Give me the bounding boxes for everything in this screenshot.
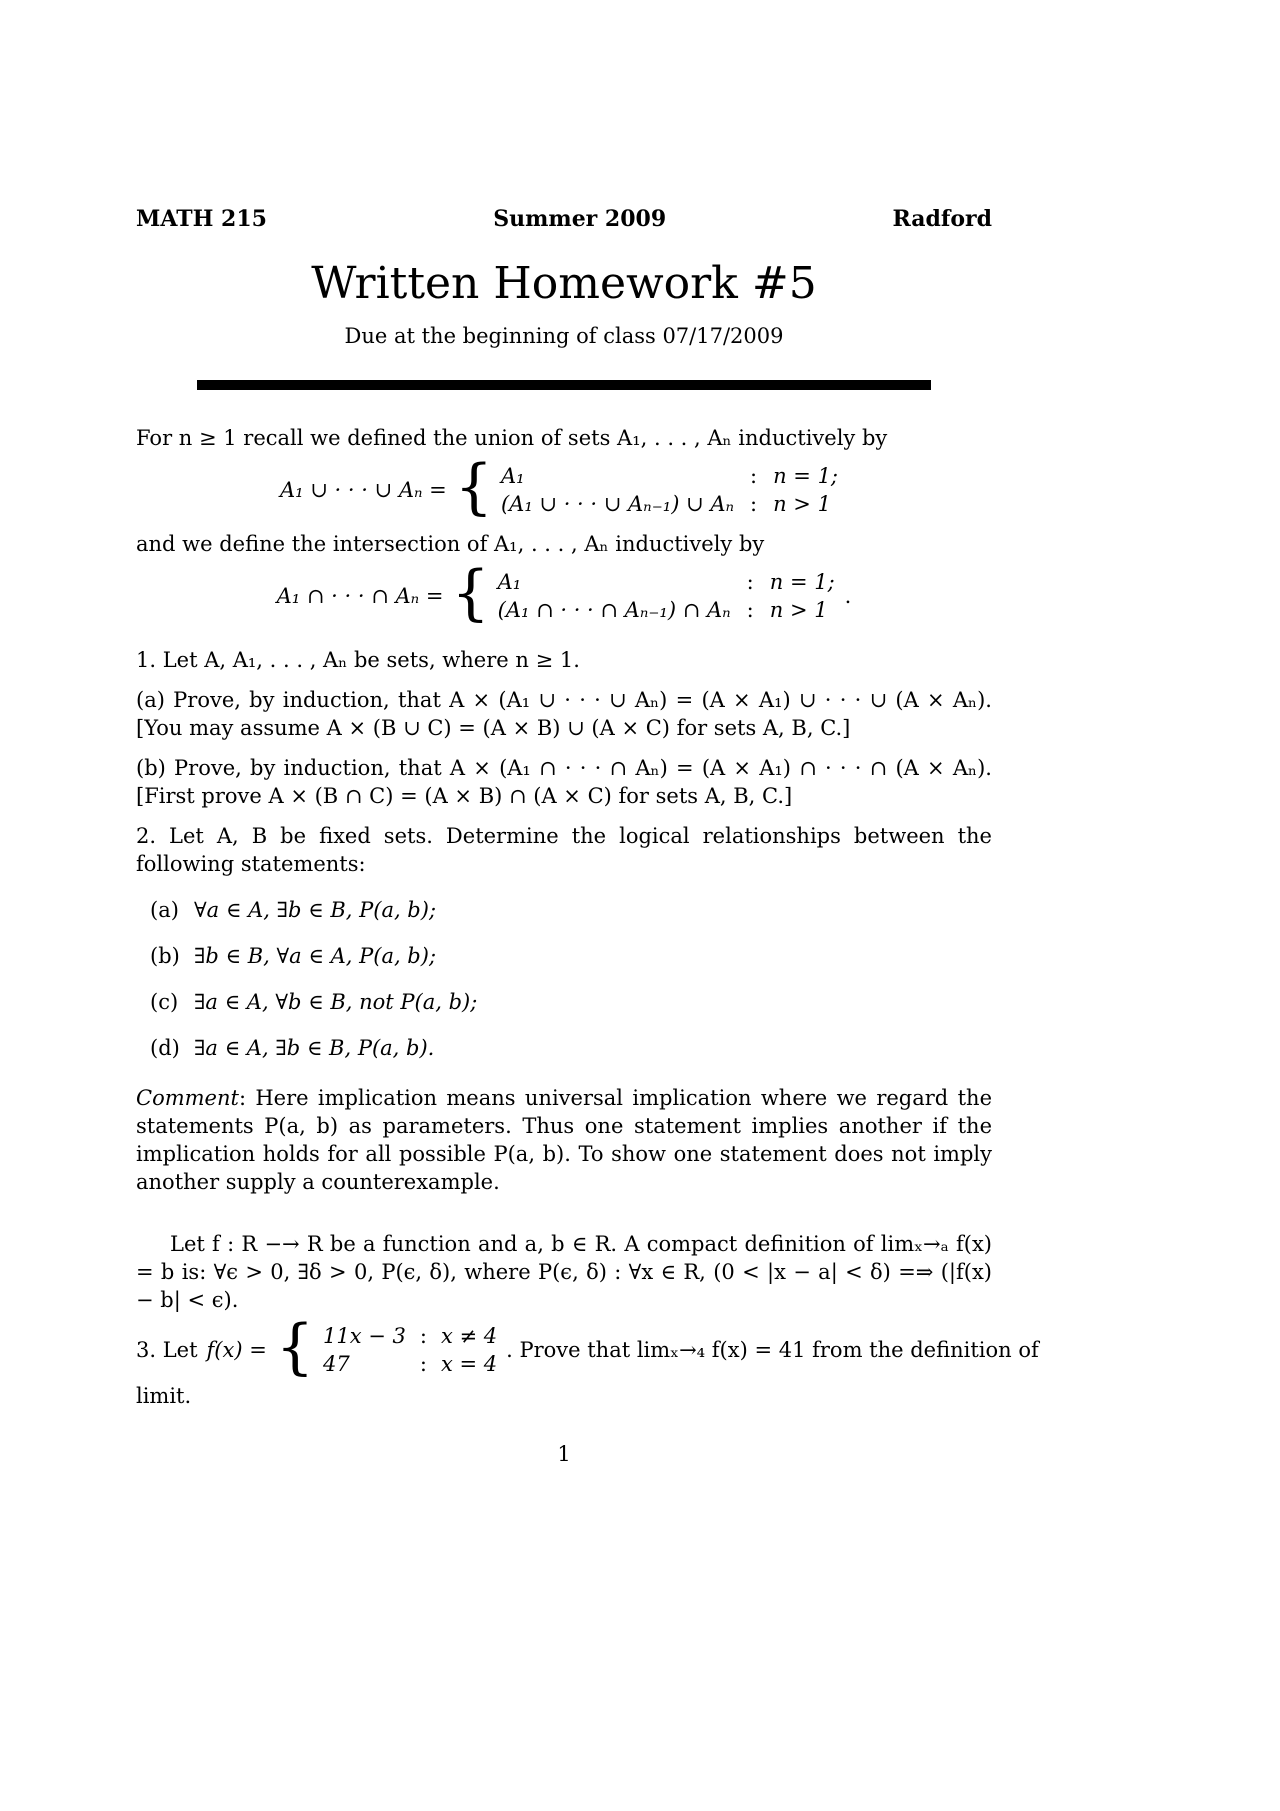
case-separator: : [746, 569, 754, 594]
left-brace: { [454, 451, 493, 522]
page-number: 1 [557, 1441, 571, 1466]
case-condition: n > 1 [769, 597, 828, 622]
equation-trailing: . [844, 583, 852, 608]
horizontal-rule [197, 380, 931, 390]
case-condition: n = 1; [769, 569, 835, 594]
problem1-part-a: (a) Prove, by induction, that A × (A₁ ∪ · · · ∪ Aₙ) = (A × A₁) ∪ · · · ∪ (A × Aₙ). [You may assume A × (B ∪ C) = (A × B) ∪ (A × C) for sets A, B, C.] [136, 687, 992, 740]
option-text: ∀a ∈ A, ∃b ∈ B, P(a, b); [194, 897, 437, 922]
case-condition: n = 1; [773, 463, 839, 488]
document-content [136, 0, 1039, 1468]
statement-option-a [136, 896, 992, 924]
case-separator: : [750, 491, 758, 516]
intersection-intro-paragraph: and we define the intersection of A₁, . . . , Aₙ inductively by [136, 531, 765, 556]
option-label: (b) [150, 943, 180, 968]
option-label: (d) [150, 1035, 180, 1060]
case-expression: A₁ [497, 569, 522, 594]
case-separator: : [750, 463, 758, 488]
union-definition-equation [136, 451, 992, 522]
union-cases [501, 462, 838, 518]
option-text: ∃b ∈ B, ∀a ∈ A, P(a, b); [194, 943, 437, 968]
course-code: MATH 215 [136, 206, 267, 232]
statement-option-b [136, 942, 992, 970]
document-title: Written Homework #5 [311, 258, 817, 309]
limit-definition-paragraph: Let f : R −→ R be a function and a, b ∈ R. A compact definition of limₓ→ₐ f(x) = b is: ∀ϵ > 0, ∃δ > 0, P(ϵ, δ), where P(ϵ, δ) : ∀x ∈ R, (0 < |x − a| < δ) =⇒ (|f(x) − b| < ϵ). [136, 1231, 992, 1312]
problem2-stem: 2. Let A, B be fixed sets. Determine the logical relationships between the following statements: [136, 823, 992, 876]
problem1-stem: 1. Let A, A₁, . . . , Aₙ be sets, where n ≥ 1. [136, 647, 580, 672]
statement-option-d [136, 1034, 992, 1062]
option-label: (a) [150, 897, 179, 922]
intersection-cases [498, 568, 835, 624]
option-text: ∃a ∈ A, ∃b ∈ B, P(a, b). [194, 1035, 435, 1060]
case-expression: 47 [323, 1351, 350, 1376]
option-text: ∃a ∈ A, ∀b ∈ B, not P(a, b); [194, 989, 478, 1014]
case-separator: : [419, 1351, 427, 1376]
problem3-cases [323, 1322, 497, 1378]
due-date-line: Due at the beginning of class 07/17/2009 [344, 323, 784, 348]
left-brace: { [275, 1311, 314, 1382]
comment-lead: Comment [136, 1085, 239, 1110]
case-separator: : [746, 597, 754, 622]
problem3-function: f(x) = [206, 1337, 267, 1362]
union-equation-lhs: A₁ ∪ · · · ∪ Aₙ = [279, 477, 447, 502]
problem3-lead: 3. Let [136, 1337, 198, 1362]
comment-paragraph [136, 1084, 992, 1196]
comment-body: : Here implication means universal implication where we regard the statements P(a, b) as parameters. Thus one statement implies another if the implication holds for all possible P(a, b). To show one statement does not imply another supply a counterexample. [136, 1085, 992, 1194]
option-label: (c) [150, 989, 179, 1014]
left-brace: { [451, 557, 490, 628]
case-expression: A₁ [500, 463, 525, 488]
problem1-part-b: (b) Prove, by induction, that A × (A₁ ∩ · · · ∩ Aₙ) = (A × A₁) ∩ · · · ∩ (A × Aₙ). [First prove A × (B ∩ C) = (A × B) ∩ (A × C) for sets A, B, C.] [136, 755, 992, 808]
union-intro-paragraph: For n ≥ 1 recall we defined the union of sets A₁, . . . , Aₙ inductively by [136, 425, 888, 450]
case-expression: 11x − 3 [323, 1323, 406, 1348]
intersection-equation-lhs: A₁ ∩ · · · ∩ Aₙ = [276, 583, 444, 608]
case-condition: x = 4 [440, 1351, 498, 1376]
problem3-line [136, 1311, 1039, 1382]
case-separator: : [419, 1323, 427, 1348]
document-header [136, 205, 992, 233]
case-condition: n > 1 [773, 491, 831, 516]
statement-option-c [136, 988, 992, 1016]
case-expression: (A₁ ∩ · · · ∩ Aₙ₋₁) ∩ Aₙ [497, 597, 731, 622]
author-name: Radford [892, 206, 992, 232]
problem3-continuation: limit. [136, 1383, 192, 1408]
case-condition: x ≠ 4 [440, 1323, 498, 1348]
case-expression: (A₁ ∪ · · · ∪ Aₙ₋₁) ∪ Aₙ [500, 491, 735, 516]
intersection-definition-equation [136, 557, 992, 628]
problem2-options-list [136, 896, 992, 1062]
problem3-after: . Prove that limₓ→₄ f(x) = 41 from the definition of [506, 1337, 1039, 1362]
term-label: Summer 2009 [493, 206, 667, 232]
